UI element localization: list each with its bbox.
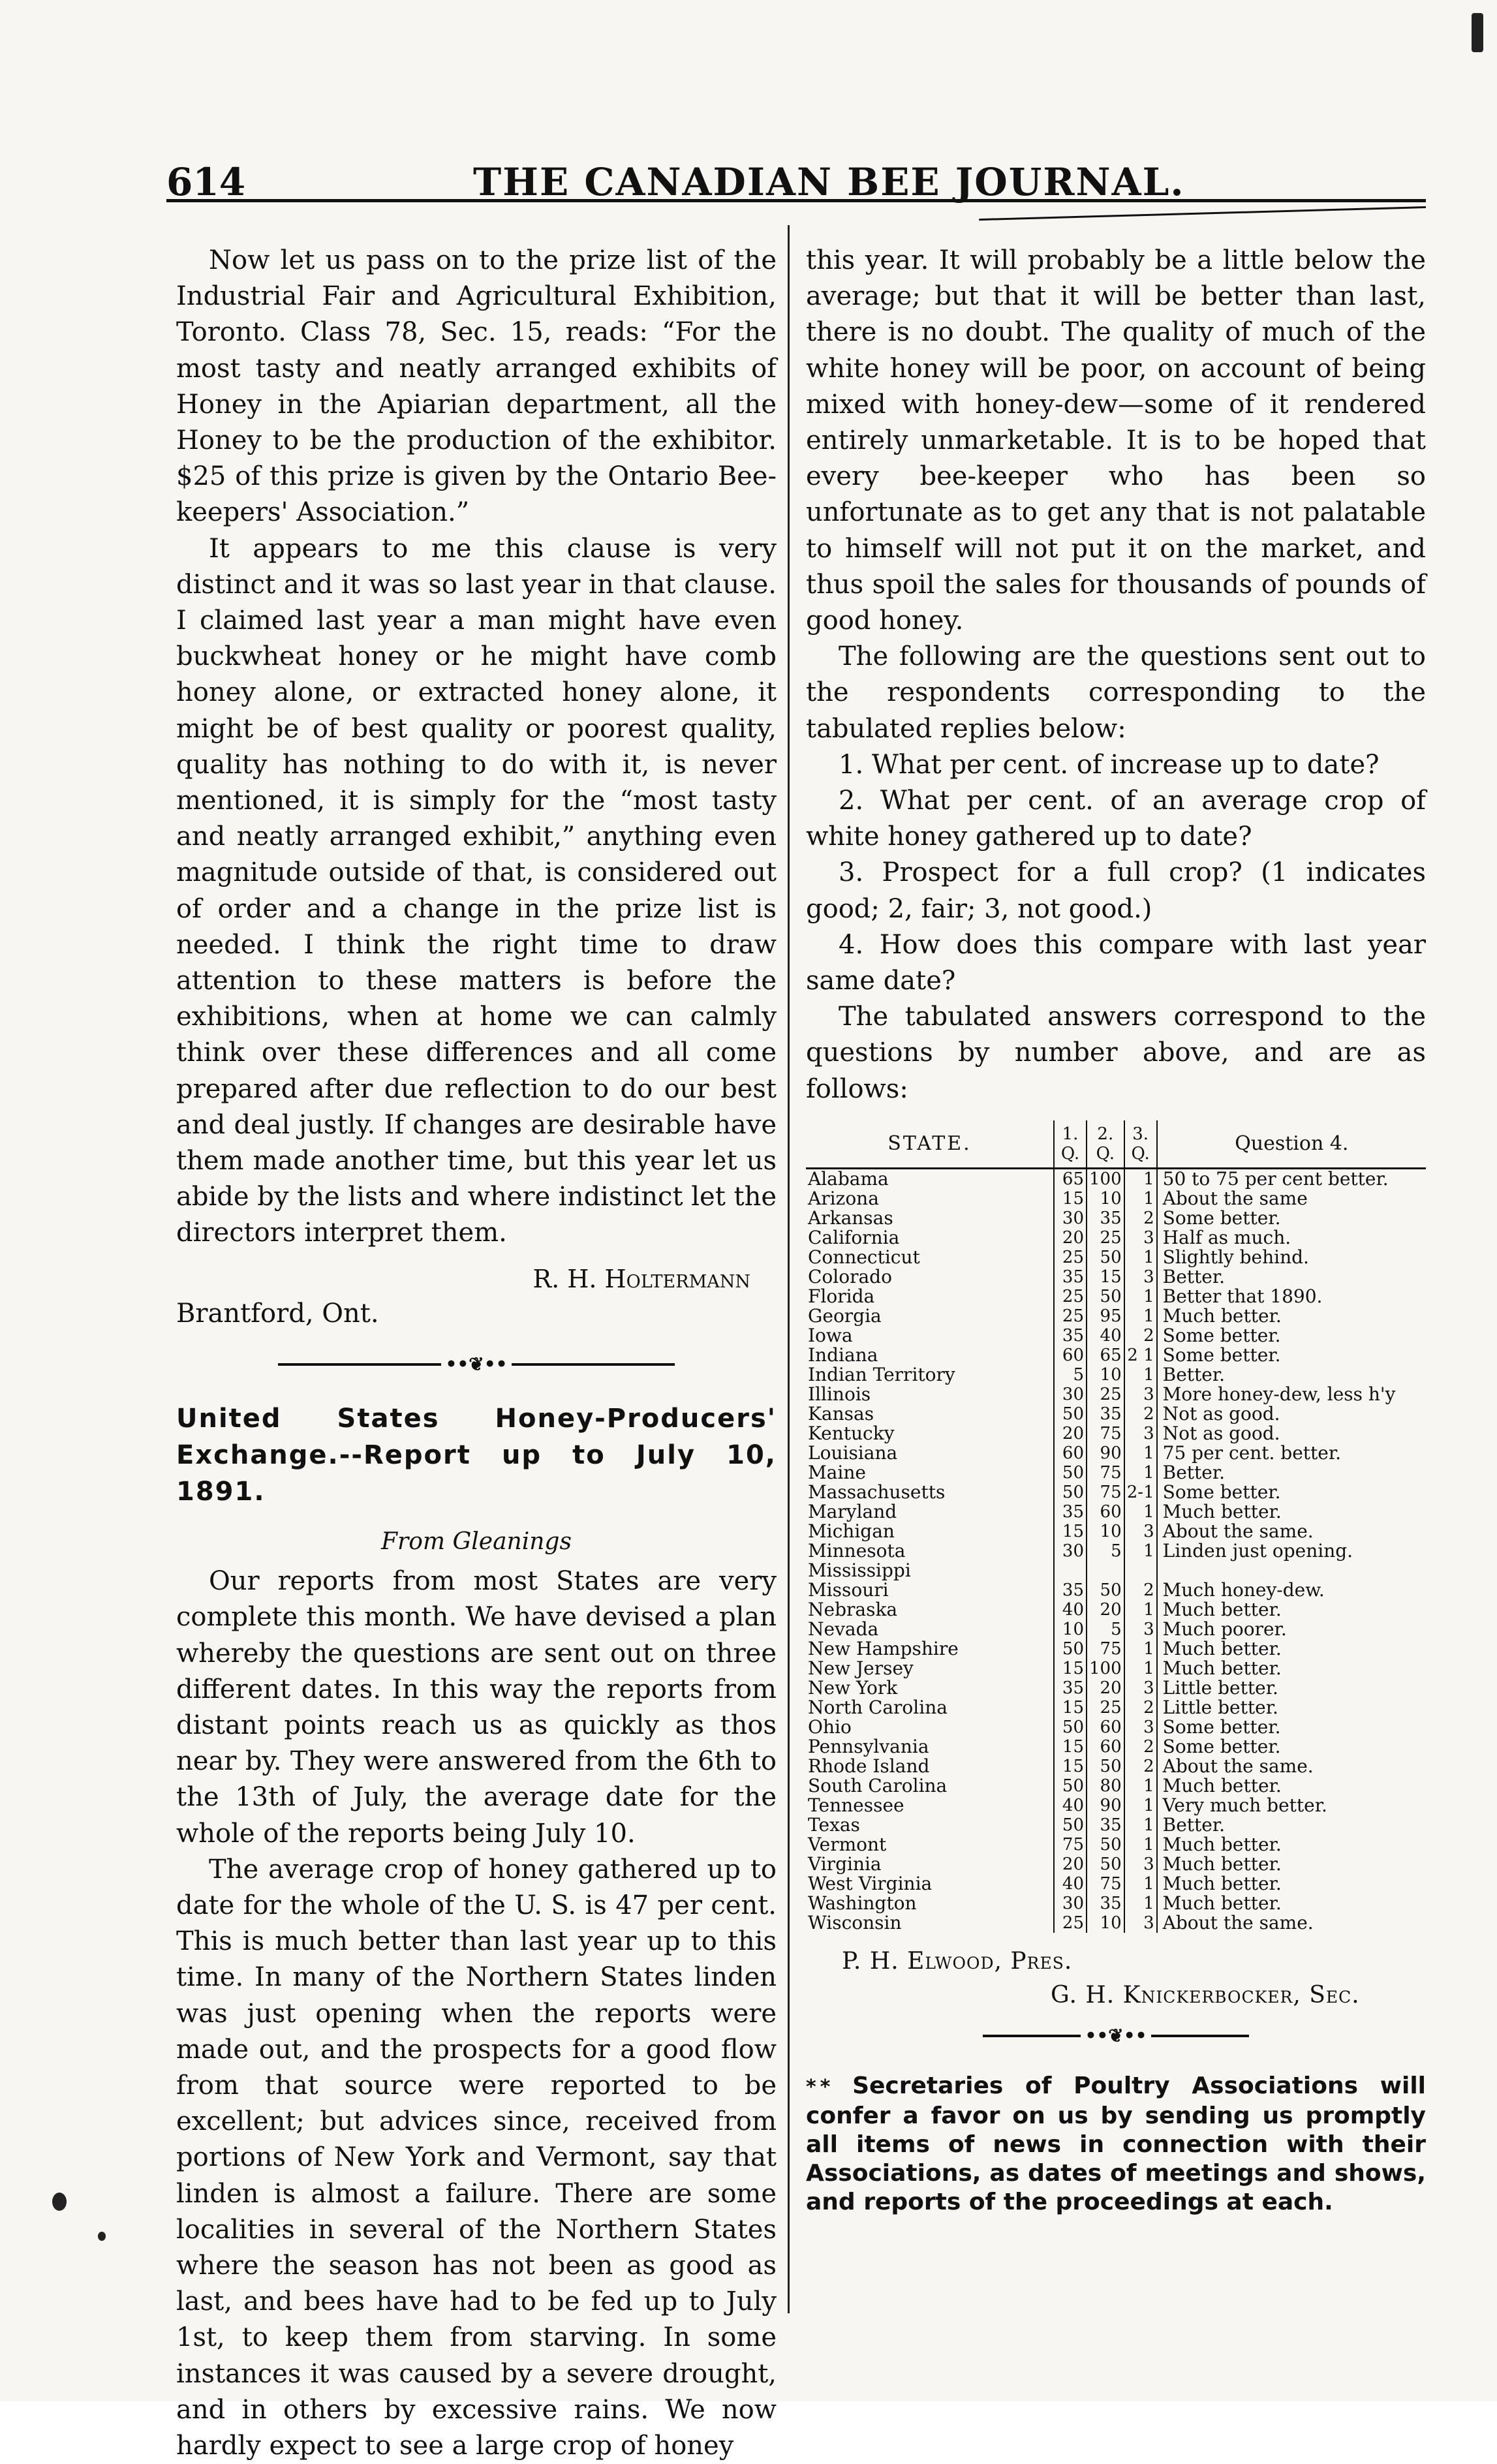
state-cell: Arizona	[808, 1188, 879, 1209]
q1-cell: 15	[1054, 1737, 1087, 1757]
table-row	[806, 1815, 1426, 1835]
q2-cell: 75	[1087, 1463, 1124, 1483]
q4-answer-cell: Some better.	[1157, 1326, 1426, 1346]
table-row	[806, 1404, 1426, 1424]
q2-cell: 90	[1087, 1796, 1124, 1815]
ornament-glyph: ••❦••	[445, 1353, 508, 1376]
q3-cell: 2-1	[1124, 1483, 1157, 1502]
q3-cell: 1	[1124, 1248, 1157, 1267]
q1-cell: 15	[1054, 1698, 1087, 1717]
table-row	[806, 1346, 1426, 1365]
q1-cell: 30	[1054, 1385, 1087, 1404]
q4-answer-cell: Much better.	[1157, 1835, 1426, 1855]
q1-cell: 25	[1054, 1248, 1087, 1267]
q1-cell: 15	[1054, 1757, 1087, 1776]
table-row	[806, 1267, 1426, 1287]
q3-cell: 1	[1124, 1168, 1157, 1189]
q2-cell: 25	[1087, 1385, 1124, 1404]
question-item: 1. What per cent. of increase up to date?	[839, 749, 1380, 780]
q3-cell: 1	[1124, 1659, 1157, 1678]
article-source: From Gleanings	[381, 1528, 572, 1556]
q3-cell: 1	[1124, 1365, 1157, 1385]
q2-cell: 60	[1087, 1737, 1124, 1757]
q2-cell: 25	[1087, 1228, 1124, 1248]
table-row	[806, 1580, 1426, 1600]
secretary-signature: G. H. Knickerbocker, Sec.	[1051, 1981, 1360, 2009]
table-row	[806, 1385, 1426, 1404]
q4-answer-cell: Better that 1890.	[1157, 1287, 1426, 1306]
q3-cell: 1	[1124, 1463, 1157, 1483]
q2-cell	[1087, 1561, 1124, 1580]
q1-cell: 20	[1054, 1855, 1087, 1874]
q2-cell: 75	[1087, 1424, 1124, 1443]
table-row	[806, 1737, 1426, 1757]
state-cell: Illinois	[808, 1384, 871, 1404]
q2-cell: 75	[1087, 1639, 1124, 1659]
state-cell: Louisiana	[808, 1443, 898, 1463]
q4-answer-cell: Better.	[1157, 1463, 1426, 1483]
q1-cell: 20	[1054, 1424, 1087, 1443]
q4-answer-cell: Some better.	[1157, 1483, 1426, 1502]
q4-answer-cell: Some better.	[1157, 1209, 1426, 1228]
q4-answer-cell: Much better.	[1157, 1639, 1426, 1659]
table-row	[806, 1835, 1426, 1855]
section-ornament	[176, 1354, 777, 1375]
table-row	[806, 1894, 1426, 1913]
state-cell: Texas	[808, 1815, 860, 1835]
president-signature: P. H. Elwood, Pres.	[842, 1947, 1073, 1975]
q4-answer-cell: Not as good.	[1157, 1404, 1426, 1424]
header-rule	[166, 199, 1426, 202]
q2-cell: 15	[1087, 1267, 1124, 1287]
q1-cell: 50	[1054, 1639, 1087, 1659]
state-cell: Maryland	[808, 1502, 897, 1522]
article-paragraph: Our reports from most States are very complete this month. We have devised a plan whereby the questions are sent out on three different dates. In this way the reports from distant points reach us as quickly as thos near by. They were answered from the 6th to the 13th of July, the average date for the whole of the reports being July 10.	[176, 1566, 777, 1849]
table-row	[806, 1168, 1426, 1189]
print-speck	[52, 2193, 67, 2211]
q4-answer-cell: About the same.	[1157, 1913, 1426, 1933]
table-row	[806, 1443, 1426, 1463]
left-column	[176, 243, 777, 2464]
header-rule-flourish	[979, 206, 1426, 221]
state-cell: Colorado	[808, 1267, 892, 1287]
q4-answer-cell: Much better.	[1157, 1502, 1426, 1522]
table-row	[806, 1561, 1426, 1580]
q4-answer-cell: 50 to 75 per cent better.	[1157, 1168, 1426, 1189]
q2-cell: 35	[1087, 1209, 1124, 1228]
print-speck	[98, 2232, 106, 2241]
q2-cell: 50	[1087, 1287, 1124, 1306]
state-cell: North Carolina	[808, 1697, 948, 1717]
author-signature	[176, 1262, 777, 1296]
q4-answer-cell: Slightly behind.	[1157, 1248, 1426, 1267]
print-speck	[1472, 13, 1483, 52]
q1-cell: 50	[1054, 1404, 1087, 1424]
table-row	[806, 1522, 1426, 1541]
q3-cell: 1	[1124, 1639, 1157, 1659]
q4-answer-cell: Much honey-dew.	[1157, 1580, 1426, 1600]
question-item: 4. How does this compare with last year same date?	[806, 929, 1426, 996]
q2-cell: 5	[1087, 1541, 1124, 1561]
state-cell: Vermont	[808, 1834, 887, 1855]
column-header-q3: 3. Q.	[1124, 1120, 1157, 1169]
q4-answer-cell: Much better.	[1157, 1855, 1426, 1874]
q3-cell: 2 1	[1124, 1346, 1157, 1365]
state-cell: Minnesota	[808, 1541, 906, 1561]
article-title: United States Honey-Producers' Exchange.--Report up to July 10, 1891.	[176, 1404, 777, 1507]
q1-cell: 50	[1054, 1717, 1087, 1737]
q1-cell: 60	[1054, 1346, 1087, 1365]
poultry-notice	[806, 2072, 1426, 2217]
q4-answer-cell: More honey-dew, less h'y	[1157, 1385, 1426, 1404]
q4-answer-cell: Much better.	[1157, 1659, 1426, 1678]
table-row	[806, 1365, 1426, 1385]
table-row	[806, 1600, 1426, 1620]
q2-cell: 90	[1087, 1443, 1124, 1463]
q1-cell: 35	[1054, 1267, 1087, 1287]
q2-cell: 35	[1087, 1404, 1124, 1424]
state-cell: South Carolina	[808, 1776, 948, 1796]
q3-cell: 3	[1124, 1522, 1157, 1541]
table-row	[806, 1189, 1426, 1209]
author-place: Brantford, Ont.	[176, 1298, 379, 1329]
state-cell: Connecticut	[808, 1247, 920, 1267]
table-row	[806, 1698, 1426, 1717]
q4-answer-cell: Much better.	[1157, 1600, 1426, 1620]
state-cell: Indian Territory	[808, 1364, 955, 1385]
notice-text: Secretaries of Poultry Associations will confer a favor on us by sending us promptly all items of news in connection with their Associations, as dates of meetings and shows, and reports of the proceedings at each.	[806, 2072, 1426, 2216]
right-column	[806, 243, 1426, 2217]
q4-answer-cell: Much better.	[1157, 1776, 1426, 1796]
article-paragraph: The average crop of honey gathered up to date for the whole of the U. S. is 47 per cent. This is much better than last year up to this time. In many of the Northern States linden was just opening when the reports were made out, and the prospects for a good flow from that source were reported to be excellent; but advices since, received from portions of New York and Vermont, say that linden is almost a failure. There are some localities in several of the Northern States where the season has not been as good as last, and bees have had to be fed up to July 1st, to keep them from starving. In some instances it was caused by a severe drought, and in others by excessive rains. We now hardly expect to see a large crop of honey	[176, 1854, 777, 2461]
q1-cell: 25	[1054, 1913, 1087, 1933]
article-continuation: this year. It will probably be a little below the average; but that it will be better than last, there is no doubt. The quality of much of the white honey will be poor, on account of being mixed with honey-dew—some of it rendered entirely unmarketable. It is to be hoped that every bee-keeper who has been so unfortunate as to get any that is not palatable to himself will not put it on the market, and thus spoil the sales for thousands of pounds of good honey.	[806, 245, 1426, 636]
q3-cell: 3	[1124, 1620, 1157, 1639]
state-cell: New York	[808, 1678, 898, 1698]
state-cell: Tennessee	[808, 1795, 904, 1815]
q4-answer-cell: Half as much.	[1157, 1228, 1426, 1248]
q2-cell: 10	[1087, 1365, 1124, 1385]
table-row	[806, 1287, 1426, 1306]
q3-cell: 1	[1124, 1443, 1157, 1463]
table-row	[806, 1541, 1426, 1561]
q2-cell: 50	[1087, 1835, 1124, 1855]
state-cell: Virginia	[808, 1854, 882, 1874]
q1-cell	[1054, 1561, 1087, 1580]
q4-answer-cell: Very much better.	[1157, 1796, 1426, 1815]
table-row	[806, 1620, 1426, 1639]
table-row	[806, 1483, 1426, 1502]
clause-paragraph: It appears to me this clause is very distinct and it was so last year in that clause. I claimed last year a man might have even buckwheat honey or he might have comb honey alone, or extracted honey alone, it might be of best quality or poorest quality, quality has nothing to do with it, is never mentioned, it is simply for the “most tasty and neatly arranged exhibit,” anything even magnitude outside of that, is considered out of order and a change in the prize list is needed. I think the right time to draw attention to these matters is before the exhibitions, when at home we can calmly think over these differences and all come prepared after due reflection to do our best and deal justly. If changes are desirable have them made another time, but this year let us abide by the lists and where indistinct let the directors interpret them.	[176, 533, 777, 1248]
q4-answer-cell: Better.	[1157, 1267, 1426, 1287]
q2-cell: 25	[1087, 1698, 1124, 1717]
q4-answer-cell: Better.	[1157, 1815, 1426, 1835]
q3-cell: 1	[1124, 1796, 1157, 1815]
state-cell: West Virginia	[808, 1873, 933, 1894]
q3-cell: 3	[1124, 1424, 1157, 1443]
q3-cell: 2	[1124, 1209, 1157, 1228]
q3-cell: 3	[1124, 1228, 1157, 1248]
q1-cell: 35	[1054, 1326, 1087, 1346]
state-cell: Massachusetts	[808, 1482, 946, 1502]
q4-answer-cell: About the same	[1157, 1189, 1426, 1209]
state-cell: Washington	[808, 1893, 917, 1913]
q2-cell: 75	[1087, 1874, 1124, 1894]
q1-cell: 30	[1054, 1209, 1087, 1228]
q4-answer-cell: About the same.	[1157, 1522, 1426, 1541]
q1-cell: 50	[1054, 1815, 1087, 1835]
q4-answer-cell: Some better.	[1157, 1717, 1426, 1737]
column-header-q1: 1. Q.	[1054, 1120, 1087, 1169]
table-row	[806, 1717, 1426, 1737]
state-cell: Pennsylvania	[808, 1736, 929, 1757]
table-row	[806, 1326, 1426, 1346]
author-initials: R. H.	[532, 1264, 605, 1293]
q1-cell: 50	[1054, 1483, 1087, 1502]
q4-answer-cell: Little better.	[1157, 1678, 1426, 1698]
q3-cell: 1	[1124, 1874, 1157, 1894]
q4-answer-cell: Better.	[1157, 1365, 1426, 1385]
q2-cell: 10	[1087, 1522, 1124, 1541]
state-cell: Florida	[808, 1286, 875, 1306]
q1-cell: 40	[1054, 1874, 1087, 1894]
state-cell: New Jersey	[808, 1658, 914, 1678]
q2-cell: 100	[1087, 1168, 1124, 1189]
tabulated-note: The tabulated answers correspond to the questions by number above, and are as follows:	[806, 1002, 1426, 1104]
q2-cell: 35	[1087, 1894, 1124, 1913]
questions-intro: The following are the questions sent out to the respondents corresponding to the tabulated replies below:	[806, 641, 1426, 744]
q2-cell: 65	[1087, 1346, 1124, 1365]
q1-cell: 25	[1054, 1287, 1087, 1306]
table-row	[806, 1502, 1426, 1522]
q3-cell: 2	[1124, 1757, 1157, 1776]
q1-cell: 35	[1054, 1580, 1087, 1600]
q4-answer-cell: About the same.	[1157, 1757, 1426, 1776]
q3-cell: 1	[1124, 1541, 1157, 1561]
q2-cell: 35	[1087, 1815, 1124, 1835]
table-row	[806, 1306, 1426, 1326]
section-ornament	[806, 2025, 1426, 2046]
q1-cell: 15	[1054, 1522, 1087, 1541]
q2-cell: 80	[1087, 1776, 1124, 1796]
state-cell: Georgia	[808, 1306, 882, 1326]
q4-answer-cell: Little better.	[1157, 1698, 1426, 1717]
q3-cell: 2	[1124, 1580, 1157, 1600]
state-cell: Missouri	[808, 1580, 889, 1600]
table-row	[806, 1248, 1426, 1267]
q2-cell: 60	[1087, 1717, 1124, 1737]
journal-title: THE CANADIAN BEE JOURNAL.	[473, 160, 1185, 204]
q4-answer-cell: 75 per cent. better.	[1157, 1443, 1426, 1463]
q1-cell: 20	[1054, 1228, 1087, 1248]
state-cell: Ohio	[808, 1717, 852, 1737]
q2-cell: 20	[1087, 1600, 1124, 1620]
asterism-glyph: * *	[806, 2076, 831, 2099]
page-number: 614	[166, 160, 246, 204]
q1-cell: 5	[1054, 1365, 1087, 1385]
q1-cell: 65	[1054, 1168, 1087, 1189]
q3-cell: 1	[1124, 1776, 1157, 1796]
table-body	[806, 1168, 1426, 1933]
ornament-glyph: ••❦••	[1085, 2025, 1147, 2047]
q3-cell: 3	[1124, 1913, 1157, 1933]
q2-cell: 50	[1087, 1757, 1124, 1776]
q3-cell: 1	[1124, 1306, 1157, 1326]
state-cell: Iowa	[808, 1325, 853, 1346]
q1-cell: 50	[1054, 1463, 1087, 1483]
state-cell: Arkansas	[808, 1208, 893, 1228]
q2-cell: 95	[1087, 1306, 1124, 1326]
column-header-state: STATE.	[806, 1120, 1054, 1169]
state-cell: Wisconsin	[808, 1913, 902, 1933]
state-report-table	[806, 1120, 1426, 1933]
table-row	[806, 1678, 1426, 1698]
q3-cell: 3	[1124, 1717, 1157, 1737]
state-cell: California	[808, 1227, 900, 1248]
state-cell: Nevada	[808, 1619, 879, 1639]
q2-cell: 75	[1087, 1483, 1124, 1502]
q2-cell: 100	[1087, 1659, 1124, 1678]
state-cell: Rhode Island	[808, 1756, 930, 1776]
state-cell: Indiana	[808, 1345, 878, 1365]
q4-answer-cell: Much better.	[1157, 1874, 1426, 1894]
state-cell: Kansas	[808, 1404, 874, 1424]
q1-cell: 15	[1054, 1659, 1087, 1678]
table-row	[806, 1659, 1426, 1678]
state-cell: Maine	[808, 1462, 866, 1483]
q4-answer-cell	[1157, 1561, 1426, 1580]
q1-cell: 15	[1054, 1189, 1087, 1209]
state-cell: Mississippi	[808, 1560, 911, 1580]
q2-cell: 50	[1087, 1248, 1124, 1267]
table-row	[806, 1228, 1426, 1248]
q3-cell: 1	[1124, 1287, 1157, 1306]
q1-cell: 40	[1054, 1796, 1087, 1815]
table-row	[806, 1639, 1426, 1659]
q1-cell: 30	[1054, 1541, 1087, 1561]
q4-answer-cell: Some better.	[1157, 1737, 1426, 1757]
prize-list-paragraph: Now let us pass on to the prize list of the Industrial Fair and Agricultural Exhibition, Toronto. Class 78, Sec. 15, reads: “For the most tasty and neatly arranged exhibits of Honey in the Apiarian department, all the Honey to be the production of the exhibitor. $25 of this prize is given by the Ontario Bee-keepers' Association.”	[176, 245, 777, 528]
author-name: Holtermann	[604, 1264, 750, 1293]
q1-cell: 25	[1054, 1306, 1087, 1326]
q2-cell: 5	[1087, 1620, 1124, 1639]
exchange-officers	[806, 1945, 1426, 2012]
state-cell: Alabama	[808, 1168, 889, 1189]
q3-cell: 1	[1124, 1815, 1157, 1835]
q3-cell: 1	[1124, 1189, 1157, 1209]
question-item: 2. What per cent. of an average crop of white honey gathered up to date?	[806, 786, 1426, 852]
table-row	[806, 1913, 1426, 1933]
table-row	[806, 1874, 1426, 1894]
q4-answer-cell: Some better.	[1157, 1346, 1426, 1365]
state-cell: Kentucky	[808, 1423, 895, 1443]
table-row	[806, 1796, 1426, 1815]
q2-cell: 20	[1087, 1678, 1124, 1698]
table-row	[806, 1209, 1426, 1228]
q3-cell: 2	[1124, 1404, 1157, 1424]
q1-cell: 60	[1054, 1443, 1087, 1463]
q4-answer-cell: Linden just opening.	[1157, 1541, 1426, 1561]
q3-cell: 1	[1124, 1502, 1157, 1522]
q1-cell: 35	[1054, 1678, 1087, 1698]
table-row	[806, 1757, 1426, 1776]
q2-cell: 50	[1087, 1855, 1124, 1874]
q4-answer-cell: Not as good.	[1157, 1424, 1426, 1443]
state-cell: New Hampshire	[808, 1639, 959, 1659]
q2-cell: 50	[1087, 1580, 1124, 1600]
q4-answer-cell: Much better.	[1157, 1894, 1426, 1913]
table-row	[806, 1776, 1426, 1796]
q3-cell: 3	[1124, 1385, 1157, 1404]
column-header-q2: 2. Q.	[1087, 1120, 1124, 1169]
table-row	[806, 1855, 1426, 1874]
q3-cell: 2	[1124, 1698, 1157, 1717]
q2-cell: 60	[1087, 1502, 1124, 1522]
q1-cell: 40	[1054, 1600, 1087, 1620]
q3-cell: 3	[1124, 1678, 1157, 1698]
q1-cell: 30	[1054, 1894, 1087, 1913]
q3-cell: 3	[1124, 1267, 1157, 1287]
question-item: 3. Prospect for a full crop? (1 indicates good; 2, fair; 3, not good.)	[806, 857, 1426, 924]
q3-cell: 2	[1124, 1326, 1157, 1346]
q2-cell: 40	[1087, 1326, 1124, 1346]
table-row	[806, 1463, 1426, 1483]
q2-cell: 10	[1087, 1913, 1124, 1933]
q3-cell	[1124, 1561, 1157, 1580]
state-cell: Michigan	[808, 1521, 895, 1541]
table-header-row	[806, 1120, 1426, 1169]
q3-cell: 1	[1124, 1600, 1157, 1620]
q1-cell: 50	[1054, 1776, 1087, 1796]
q4-answer-cell: Much poorer.	[1157, 1620, 1426, 1639]
q1-cell: 10	[1054, 1620, 1087, 1639]
q3-cell: 1	[1124, 1894, 1157, 1913]
q4-answer-cell: Much better.	[1157, 1306, 1426, 1326]
q3-cell: 2	[1124, 1737, 1157, 1757]
column-header-q4: Question 4.	[1157, 1120, 1426, 1169]
state-cell: Nebraska	[808, 1599, 898, 1620]
q2-cell: 10	[1087, 1189, 1124, 1209]
q1-cell: 75	[1054, 1835, 1087, 1855]
column-divider	[788, 225, 790, 2313]
q3-cell: 3	[1124, 1855, 1157, 1874]
q3-cell: 1	[1124, 1835, 1157, 1855]
q1-cell: 35	[1054, 1502, 1087, 1522]
table-row	[806, 1424, 1426, 1443]
